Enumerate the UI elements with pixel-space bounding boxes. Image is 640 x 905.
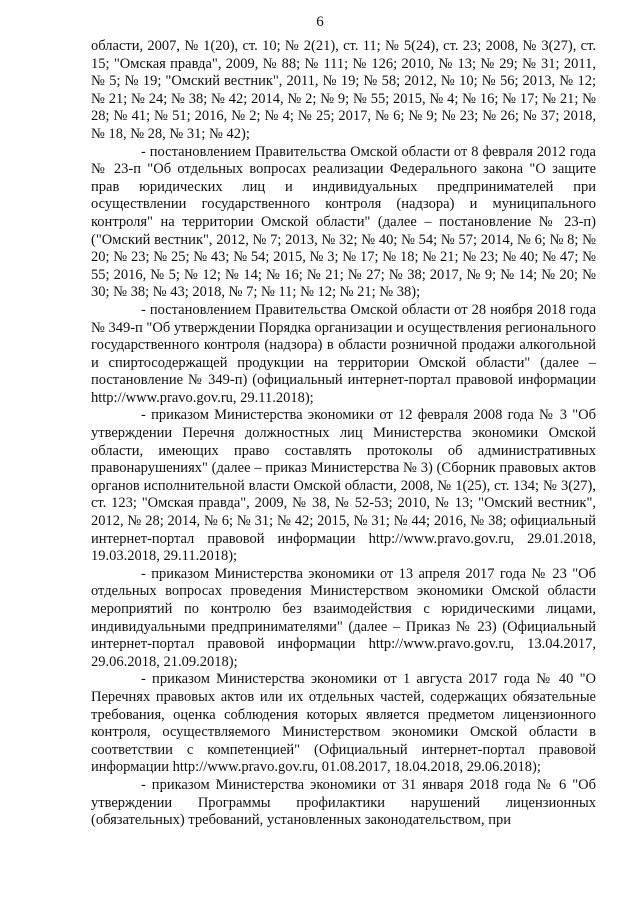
paragraph-order-3: - приказом Министерства экономики от 12 февраля 2008 года № 3 "Об утверждении Перечня должностных лиц Министерства экономики Омской области, имеющих право составлять протоколы об административных правонарушениях" (далее – приказ Министерства № 3) (Сборник правовых актов органов исполнительной власти Омской области, 2008, № 1(25), ст. 134; № 3(27), ст. 123; "Омская правда", 2009, № 38, № 52-53; 2010, № 13; "Омский вестник", 2012, № 28; 2014, № 6; № 31; № 42; 2015, № 31; № 44; 2016, № 38; официальный интернет-портал правовой информации http://www.pravo.gov.ru, 29.01.2018, 19.03.2018, 29.11.2018);: [91, 407, 596, 565]
page-number: 6: [316, 14, 324, 30]
paragraph-order-23: - приказом Министерства экономики от 13 апреля 2017 года № 23 "Об отдельных вопросах проведения Министерством экономики Омской области мероприятий по контролю без взаимодействия с юридическими лицами, индивидуальными предпринимателями" (далее – Приказ № 23) (Официальный интернет-портал правовой информации http://www.pravo.gov.ru, 13.04.2017, 29.06.2018, 21.09.2018);: [91, 565, 596, 670]
paragraph-resolution-349p: - постановлением Правительства Омской области от 28 ноября 2018 года № 349-п "Об утверждении Порядка организации и осуществления регионального государственного контроля (надзора) в области розничной продажи алкогольной и спиртосодержащей продукции на территории Омской области" (далее – постановление № 349-п) (официальный интернет-портал правовой информации http://www.pravo.gov.ru, 29.11.2018);: [91, 301, 596, 406]
paragraph-legal-sources-continued: области, 2007, № 1(20), ст. 10; № 2(21), ст. 11; № 5(24), ст. 23; 2008, № 3(27), ст. 15; "Омская правда", 2009, № 88; № 111; № 126; 2010, № 13; № 29; № 31; 2011, № 5; № 19; "Омский вестник", 2011, № 19; № 58; 2012, № 10; № 56; 2013, № 12; № 21; № 24; № 38; № 42; 2014, № 2; № 9; № 55; 2015, № 4; № 16; № 17; № 21; № 28; № 41; № 51; 2016, № 2; № 4; № 25; 2017, № 6; № 9; № 23; № 26; № 37; 2018, № 18, № 28, № 31; № 42);: [91, 38, 596, 142]
paragraph-resolution-23p: - постановлением Правительства Омской области от 8 февраля 2012 года № 23-п "Об отдельных вопросах реализации Федерального закона "О защите прав юридических лиц и индивидуальных предпринимателей при осуществлении государственного контроля (надзора) и муниципального контроля" на территории Омской области" (далее – постановление № 23-п) ("Омский вестник", 2012, № 7; 2013, № 32; № 40; № 54; № 57; 2014, № 6; № 8; № 20; № 23; № 25; № 43; № 54; 2015, № 3; № 17; № 18; № 21; № 23; № 40; № 47; № 55; 2016, № 5; № 12; № 14; № 16; № 21; № 27; № 38; 2017, № 9; № 14; № 20; № 30; № 38; № 43; 2018, № 7; № 11; № 12; № 21; № 38);: [91, 143, 596, 301]
paragraph-order-6: - приказом Министерства экономики от 31 января 2018 года № 6 "Об утверждении Программы профилактики нарушений лицензионных (обязательных) требований, установленных законодательством, при: [91, 776, 596, 829]
paragraph-order-40: - приказом Министерства экономики от 1 августа 2017 года № 40 "О Перечнях правовых актов или их отдельных частей, содержащих обязательные требования, оценка соблюдения которых является предметом лицензионного контроля, осуществляемого Министерством экономики Омской области в соответствии с компетенцией" (Официальный интернет-портал правовой информации http://www.pravo.gov.ru, 01.08.2017, 18.04.2018, 29.06.2018);: [91, 671, 596, 776]
document-body: [91, 38, 596, 830]
